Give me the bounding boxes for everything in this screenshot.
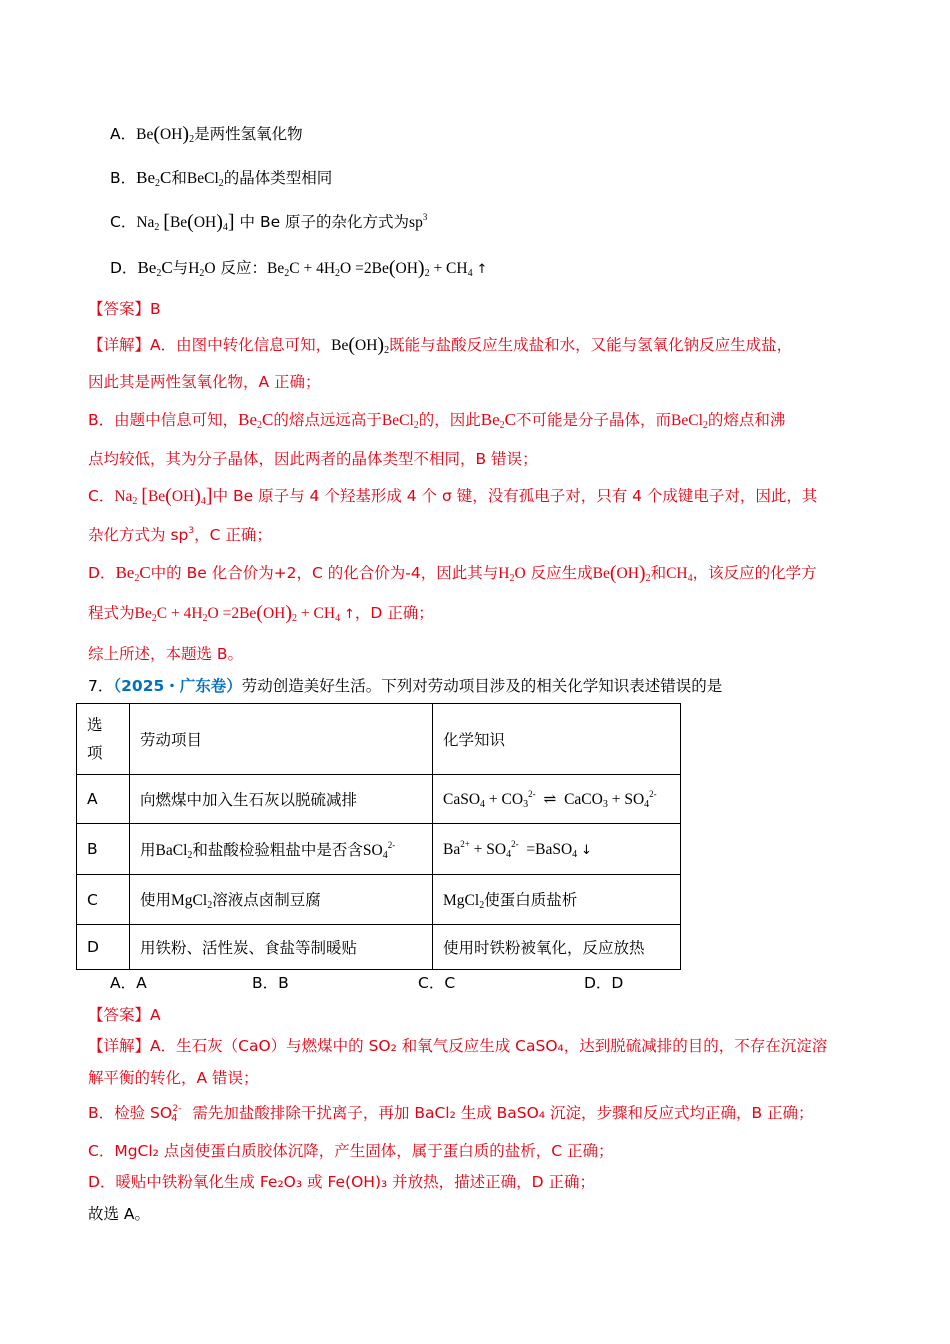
header-option: 选 项 bbox=[77, 704, 130, 775]
formula-sp3: $sp^3$ bbox=[409, 212, 428, 231]
q7-detail-b: B．检验 $SO_4^{2-}$ 需先加盐酸排除干扰离子，再加 BaCl₂ 生成 BaSO₄ 沉淀，步骤和反应式均正确，B 正确； bbox=[88, 1104, 814, 1124]
row-option: B bbox=[77, 824, 130, 875]
q6-detail-c-line1: C．$Na_2$ $[Be(OH)_4]$中 Be 原子与 4 个羟基形成 4 个 σ 键，没有孤电子对，只有 4 个成键电子对，因此，其 bbox=[88, 485, 818, 507]
q7-table bbox=[76, 703, 681, 970]
equation-be2c-hydrolysis: $Be_2C + 4H_2O =2Be(OH)_2 + CH_4$ ↑ bbox=[267, 257, 488, 279]
equation-baso4: $Ba^{2+} + SO_4^{2-}$ =BaSO$_4$ ↓ bbox=[443, 838, 592, 860]
q7-detail-d: D．暖贴中铁粉氧化生成 Fe₂O₃ 或 Fe(OH)₃ 并放热，描述正确，D 正确； bbox=[88, 1173, 596, 1191]
q6-detail-c-line2: 杂化方式为 $sp^3$，C 正确； bbox=[88, 526, 272, 544]
q7-choice-b: B．B bbox=[252, 974, 289, 992]
q7-end: 故选 A。 bbox=[88, 1205, 151, 1223]
formula-so4: $SO_4^{2-}$ bbox=[362, 839, 396, 861]
q7-detail-a-line2: 解平衡的转化，A 错误； bbox=[88, 1069, 259, 1087]
formula-na2-be-oh4: $Na_2$ $[Be(OH)_4]$ bbox=[136, 211, 235, 233]
row-option: C bbox=[77, 875, 130, 925]
table-row bbox=[77, 824, 681, 875]
row-labor: 使用MgCl$_2$溶液点卤制豆腐 bbox=[130, 875, 433, 925]
formula-be2c: $Be_2C$ bbox=[238, 410, 274, 431]
formula-mgcl2: MgCl$_2$ bbox=[443, 892, 485, 911]
table-row bbox=[77, 775, 681, 824]
formula-be2c: $Be_2C$ bbox=[136, 168, 172, 189]
q7-detail-a-line1: 【详解】A．生石灰（CaO）与燃煤中的 SO₂ 和氧气反应生成 CaSO₄，达到脱硫减排的目的，不存在沉淀溶 bbox=[88, 1037, 828, 1055]
q6-detail-b-line1: B．由题中信息可知，$Be_2C$的熔点远远高于BeCl$_2$的，因此$Be_2C$不可能是分子晶体，而BeCl$_2$的熔点和沸 bbox=[88, 410, 786, 431]
equation-caso4-caco3: CaSO$_4$ + $CO_3^{2-}$ ⇌ CaCO$_3$ + $SO_4^{2-}$ bbox=[443, 788, 657, 810]
q7-choice-d: D．D bbox=[584, 974, 624, 992]
formula-na2-be-oh4: $Na_2$ $[Be(OH)_4]$ bbox=[114, 485, 213, 507]
formula-becl2: BeCl$_2$ bbox=[671, 412, 708, 431]
q7-detail-c: C．MgCl₂ 点卤使蛋白质胶体沉降，产生固体，属于蛋白质的盐析，C 正确； bbox=[88, 1142, 614, 1160]
q6-detail-b-line2: 点均较低，其为分子晶体，因此两者的晶体类型不相同，B 错误； bbox=[88, 450, 538, 468]
formula-be2c: $Be_2C$ bbox=[115, 563, 151, 584]
q6-summary: 综上所述，本题选 B。 bbox=[88, 645, 244, 663]
row-knowledge: 使用时铁粉被氧化，反应放热 bbox=[433, 925, 681, 970]
formula-sp3: $sp^3$ bbox=[170, 526, 195, 544]
formula-be-oh-2: $Be(OH)_2$ bbox=[331, 334, 390, 356]
row-labor: 向燃煤中加入生石灰以脱硫减排 bbox=[130, 775, 433, 824]
formula-be-oh-2: $Be(OH)_2$ bbox=[592, 562, 651, 584]
q6-detail-a-line2: 因此其是两性氢氧化物，A 正确； bbox=[88, 373, 321, 391]
formula-ch4: $CH_4$ bbox=[666, 565, 693, 584]
row-labor: 用铁粉、活性炭、食盐等制暖贴 bbox=[130, 925, 433, 970]
row-labor: 用BaCl$_2$和盐酸检验粗盐中是否含$SO_4^{2-}$ bbox=[130, 824, 433, 875]
q6-detail-d-line2: 程式为$Be_2C + 4H_2O =2Be(OH)_2 + CH_4$ ↑，D 正确； bbox=[88, 602, 434, 624]
formula-becl2: BeCl$_2$ bbox=[186, 170, 224, 189]
row-knowledge: MgCl$_2$使蛋白质盐析 bbox=[433, 875, 681, 925]
q6-option-b: B．$Be_2C$和BeCl$_2$的晶体类型相同 bbox=[110, 168, 333, 189]
equation-be2c-hydrolysis: $Be_2C + 4H_2O =2Be(OH)_2 + CH_4$ ↑ bbox=[134, 602, 355, 624]
row-knowledge bbox=[433, 824, 681, 875]
q6-option-c: C．$Na_2$ $[Be(OH)_4]$ 中 Be 原子的杂化方式为$sp^3$ bbox=[110, 211, 428, 233]
q7-choice-a: A．A bbox=[110, 974, 147, 992]
formula-be2c: $Be_2C$ bbox=[137, 258, 173, 279]
row-option: A bbox=[77, 775, 130, 824]
table-row bbox=[77, 875, 681, 925]
formula-be2c: $Be_2C$ bbox=[480, 410, 517, 431]
q7-choice-c: C．C bbox=[418, 974, 456, 992]
q6-detail-d-line1: D．$Be_2C$中的 Be 化合价为+2，C 的化合价为-4，因此其与$H_2O$ 反应生成$Be(OH)_2$和$CH_4$，该反应的化学方 bbox=[88, 562, 817, 584]
header-knowledge: 化学知识 bbox=[433, 704, 681, 775]
q6-option-d: D．$Be_2C$与$H_2O$ 反应：$Be_2C + 4H_2O =2Be(OH)_2 + CH_4$ ↑ bbox=[110, 257, 488, 279]
q7-stem: 7．（2025・广东卷）劳动创造美好生活。下列对劳动项目涉及的相关化学知识表述错误的是 bbox=[88, 677, 723, 695]
table-row bbox=[77, 925, 681, 970]
q6-answer: 【答案】B bbox=[88, 300, 161, 318]
formula-h2o: $H_2O$ bbox=[188, 260, 216, 279]
table-header-row bbox=[77, 704, 681, 775]
formula-h2o: $H_2O$ bbox=[498, 565, 526, 584]
header-labor: 劳动项目 bbox=[130, 704, 433, 775]
q7-answer: 【答案】A bbox=[88, 1006, 161, 1024]
q6-detail-a-line1: 【详解】A．由图中转化信息可知，$Be(OH)_2$既能与盐酸反应生成盐和水，又能与氢氧化钠反应生成盐， bbox=[88, 334, 793, 356]
q7-source: （2025・广东卷） bbox=[113, 677, 242, 695]
formula-be-oh-2: $Be(OH)_2$ bbox=[136, 123, 195, 145]
formula-bacl2: BaCl$_2$ bbox=[155, 841, 193, 861]
row-knowledge bbox=[433, 775, 681, 824]
formula-becl2: BeCl$_2$ bbox=[381, 412, 419, 431]
q6-option-a: A．$Be(OH)_2$是两性氢氧化物 bbox=[110, 123, 303, 145]
row-option: D bbox=[77, 925, 130, 970]
so4-charge: $_4^{2-}$ bbox=[171, 1104, 182, 1124]
formula-mgcl2: MgCl$_2$ bbox=[171, 892, 213, 911]
